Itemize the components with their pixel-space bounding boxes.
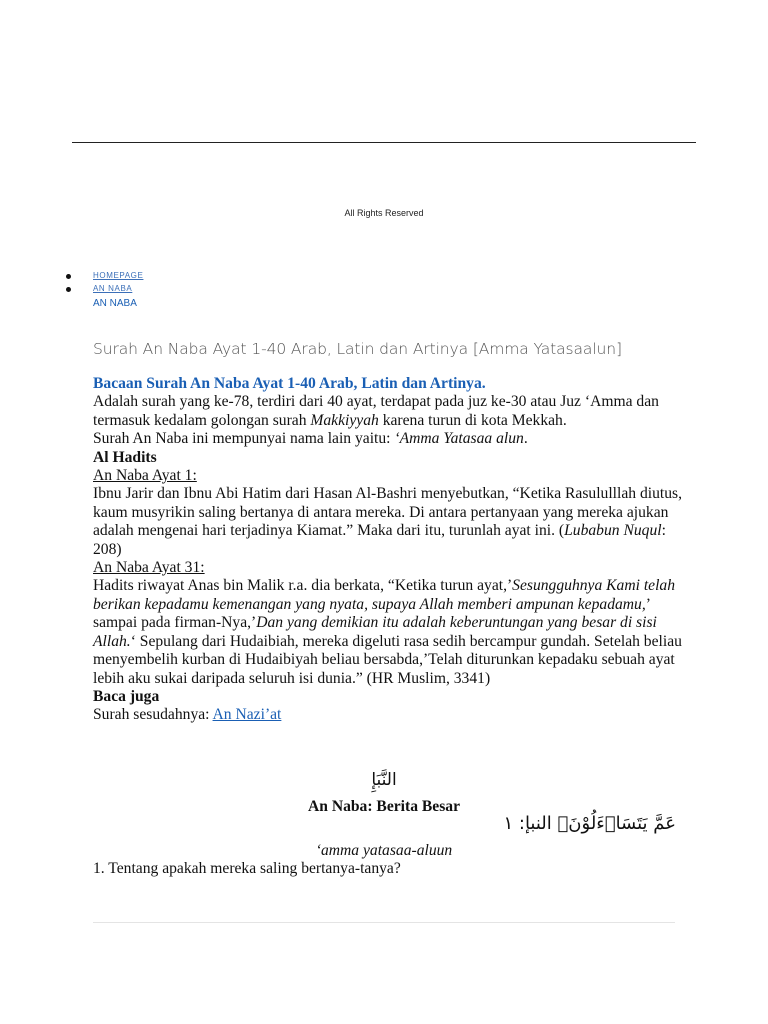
alt-name-paragraph bbox=[93, 430, 693, 448]
ayat31-text-a: Hadits riwayat Anas bin Malik r.a. dia berkata, “Ketika turun ayat,’ bbox=[93, 577, 513, 595]
alt-name-end: . bbox=[523, 430, 528, 448]
breadcrumb-link-annaba[interactable]: AN NABA bbox=[93, 284, 133, 293]
bottom-divider bbox=[93, 922, 675, 923]
ayat1-source-end: : 208) bbox=[93, 522, 666, 558]
intro-text-end: karena turun di kota Mekkah. bbox=[378, 411, 567, 429]
article-subheading: Bacaan Surah An Naba Ayat 1-40 Arab, Latin dan Artinya. bbox=[93, 375, 486, 392]
baca-juga-heading bbox=[93, 688, 693, 706]
ayat1-text: Ibnu Jarir dan Ibnu Abi Hatim dari Hasan Al-Bashri menyebutkan, “Ketika Rasululllah diutus, kaum musyrikin saling bertanya di antara mereka. Di antara pertanyaan yang mereka ajukan adalah mengenai hari terjadinya Kiamat.” Maka dari itu, turunlah ayat ini. ( bbox=[93, 485, 682, 540]
baca-juga-text: Baca juga bbox=[93, 687, 160, 705]
breadcrumb-link-homepage[interactable]: HOMEPAGE bbox=[93, 271, 144, 280]
bullet-dot bbox=[66, 274, 71, 279]
next-surah-prefix: Surah sesudahnya: bbox=[93, 706, 213, 724]
alt-name-text: Surah An Naba ini mempunyai nama lain yaitu: bbox=[93, 430, 395, 448]
ayat1-label: An Naba Ayat 1: bbox=[93, 467, 197, 485]
next-surah-link[interactable]: An Nazi’at bbox=[212, 706, 282, 724]
intro-paragraph bbox=[93, 393, 693, 430]
surah-section-title: An Naba: Berita Besar bbox=[307, 798, 461, 815]
alt-name-emphasis: ‘Amma Yatasaa alun bbox=[394, 430, 524, 448]
next-surah-line bbox=[93, 706, 693, 724]
top-divider bbox=[72, 142, 696, 143]
ayat31-label: An Naba Ayat 31: bbox=[93, 559, 205, 577]
ayat1-paragraph bbox=[93, 485, 693, 559]
arabic-surah-title: النَّبَإِ bbox=[371, 770, 397, 790]
hadits-heading bbox=[93, 449, 693, 467]
hadits-heading-text: Al Hadits bbox=[93, 448, 157, 466]
ayat31-paragraph bbox=[93, 577, 693, 687]
ayah-arabic-text: عَمَّ يَتَسَاۤءَلُوْنَۚ النبإ: ١ bbox=[503, 813, 676, 834]
breadcrumb-current: AN NABA bbox=[93, 298, 137, 309]
intro-emphasis: Makkiyyah bbox=[310, 411, 379, 429]
copyright-text: All Rights Reserved bbox=[344, 208, 424, 218]
bullet-dot bbox=[66, 287, 71, 292]
ayat31-quote-1: Sesungguhnya Kami telah berikan kepadamu kemenangan yang nyata, supaya Allah memberi ampunan kepadamu, bbox=[93, 577, 676, 613]
ayah-latin-text: ‘amma yatasaa-aluun bbox=[315, 842, 453, 859]
intro-text: Adalah surah yang ke-78, terdiri dari 40 ayat, terdapat pada juz ke-30 atau Juz ‘Amma dan termasuk kedalam golongan surah bbox=[93, 393, 659, 429]
article-body bbox=[93, 375, 693, 725]
ayat31-text-b: ’ sampai pada firman-Nya,’ bbox=[93, 595, 650, 632]
ayat1-source: Lubabun Nuqul bbox=[564, 522, 662, 540]
ayat31-text-c: ‘ Sepulang dari Hudaibiah, mereka digeluti rasa sedih bercampur gundah. Setelah beliau menyembelih kurban di Hudaibiyah beliau bersabda,’Telah diturunkan kepadaku sebuah ayat lebih aku sukai daripada seluruh isi dunia.” (HR Muslim, 3341) bbox=[93, 632, 682, 687]
page-title: Surah An Naba Ayat 1-40 Arab, Latin dan Artinya [Amma Yatasaalun] bbox=[93, 340, 622, 358]
ayah-translation: 1. Tentang apakah mereka saling bertanya-tanya? bbox=[93, 860, 401, 877]
ayat31-quote-2: Dan yang demikian itu adalah keberuntungan yang besar di sisi Allah. bbox=[93, 614, 657, 650]
